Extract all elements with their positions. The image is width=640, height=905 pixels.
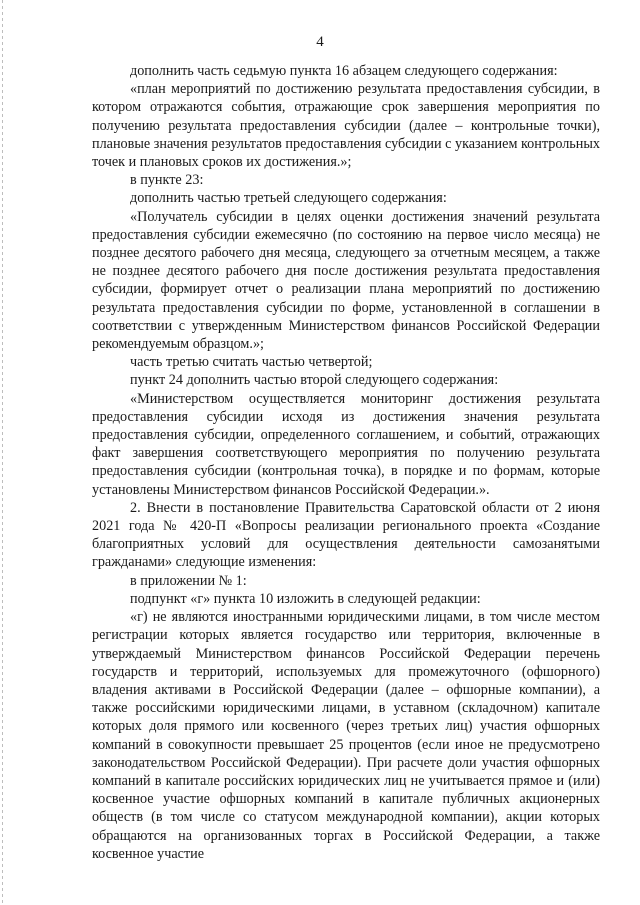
page-number: 4 [316, 34, 324, 50]
paragraph: 2. Внести в постановление Правительства Саратовской области от 2 июня 2021 года № 420-П «Вопросы реализации регионального проекта «Создание благоприятных условий для осуществления деятельности самозанятыми гражданами» следующие изменения: [92, 499, 600, 571]
paragraph: «г) не являются иностранными юридическими лицами, в том числе местом регистрации которых является государство или территория, включенные в утверждаемый Министерством финансов Российской Федерации перечень государств и территорий, используемых для промежуточного (офшорного) владения активами в Российской Федерации (далее – офшорные компании), а также российскими юридическими лицами, в уставном (складочном) капитале которых доля прямого или косвенного (через третьих лиц) участия офшорных компаний в совокупности превышает 25 процентов (если иное не предусмотрено законодательством Российской Федерации). При расчете доли участия офшорных компаний в капитале российских юридических лиц не учитывается прямое и (или) косвенное участие офшорных компаний в капитале публичных акционерных обществ (в том числе со статусом международной компании), акции которых обращаются на организованных торгах в Российской Федерации, а также косвенное участие [92, 609, 600, 862]
paragraph: в пункте 23: [130, 172, 204, 189]
paragraph: «Министерством осуществляется мониторинг достижения результата предоставления субсидии исходя из достижения значения результата предоставления субсидии, определенного соглашением, и событий, отражающих факт завершения соответствующего мероприятия по получению результата предоставления субсидии (контрольная точка), в порядке и по формам, которые установлены Министерством финансов Российской Федерации.». [92, 390, 600, 498]
paragraph: в приложении № 1: [130, 572, 247, 589]
paragraph: пункт 24 дополнить частью второй следующего содержания: [130, 372, 499, 389]
paragraph: часть третью считать частью четвертой; [130, 354, 373, 371]
paragraph: подпункт «г» пункта 10 изложить в следующей редакции: [130, 590, 481, 607]
document-body [92, 62, 600, 863]
paragraph: дополнить часть седьмую пункта 16 абзацем следующего содержания: [130, 63, 558, 79]
paragraph: «Получатель субсидии в целях оценки достижения значений результата предоставления субсидии ежемесячно (по состоянию на первое число месяца) не позднее десятого рабочего дня месяца, следующего за отчетным месяцем, а также не позднее десятого рабочего дня после достижения результата предоставления субсидии, формирует отчет о реализации плана мероприятий по достижению результата предоставления субсидии по форме, установленной в соглашении в соответствии с утвержденным Министерством финансов Российской Федерации рекомендуемым образцом.»; [92, 208, 600, 353]
paragraph: дополнить частью третьей следующего содержания: [130, 190, 447, 207]
scan-edge-line [2, 0, 3, 905]
paragraph: «план мероприятий по достижению результата предоставления субсидии, в котором отражаются события, отражающие срок завершения мероприятия по получению результата предоставления субсидии (далее – контрольные точки), плановые значения результатов предоставления субсидии с указанием контрольных точек и плановых сроков их достижения.»; [92, 81, 600, 171]
